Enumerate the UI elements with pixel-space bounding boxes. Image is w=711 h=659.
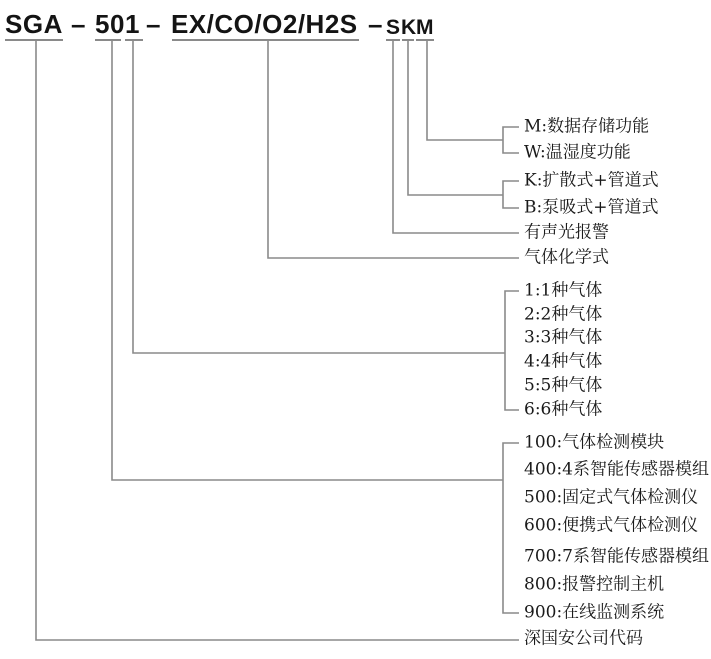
model-series-code: 50 [95,9,125,39]
dash-1: – [71,9,86,39]
label-series-700: 700:7系智能传感器模组 [524,546,709,567]
connector-sampling [408,40,503,195]
model-alarm-code: S [386,16,401,39]
label-gas-formula: 气体化学式 [524,247,609,268]
model-storage-code: M [416,16,434,39]
connector-storage [427,40,503,140]
label-series-800: 800:报警控制主机 [524,574,665,595]
label-storage-m: M:数据存储功能 [524,116,650,137]
label-gas-count-6: 6:6种气体 [524,399,603,420]
label-series-900: 900:在线监测系统 [524,602,665,623]
label-alarm: 有声光报警 [524,222,609,243]
label-storage-w: W:温湿度功能 [524,142,631,163]
label-series-400: 400:4系智能传感器模组 [524,459,709,480]
bracket-storage-options [503,127,519,153]
label-series-600: 600:便携式气体检测仪 [524,515,699,536]
label-company: 深国安公司代码 [524,628,643,649]
label-gas-count-3: 3:3种气体 [524,327,603,348]
bracket-sampling-options [503,181,519,208]
bracket-gas-count-options [505,291,519,410]
bracket-series-options [503,443,519,613]
connector-gas-count [133,40,505,353]
label-gas-count-1: 1:1种气体 [524,280,603,301]
model-prefix: SGA [5,9,63,39]
connector-series [112,40,503,480]
dash-3: – [368,9,383,39]
connector-alarm [393,40,519,233]
label-sampling-k: K:扩散式+管道式 [524,170,659,191]
model-sampling-code: K [401,16,417,39]
label-series-100: 100:气体检测模块 [524,432,665,453]
label-series-500: 500:固定式气体检测仪 [524,487,699,508]
model-gas-count-code: 1 [125,9,140,39]
model-gas-formula: EX/CO/O2/H2S [171,9,358,39]
label-gas-count-5: 5:5种气体 [524,375,603,396]
label-gas-count-2: 2:2种气体 [524,304,603,325]
dash-2: – [146,9,161,39]
connector-company [36,40,519,640]
label-sampling-b: B:泵吸式+管道式 [524,197,659,218]
label-gas-count-4: 4:4种气体 [524,351,603,372]
